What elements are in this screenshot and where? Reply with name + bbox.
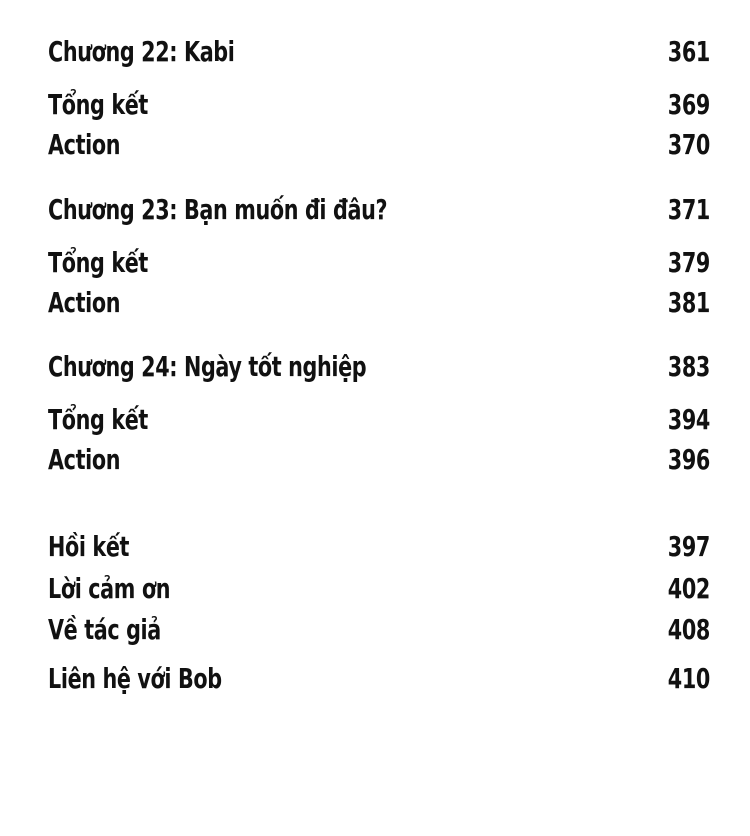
toc-entry-page: 381 [667,286,710,319]
toc-entry-page: 410 [667,662,710,695]
toc-entry-title: Tổng kết [48,88,148,121]
toc-entry [48,659,710,699]
toc-entry [48,569,710,609]
toc-entry-title: Action [48,128,121,161]
toc-entry-page: 402 [667,572,710,605]
toc-entry-page: 383 [667,350,710,383]
toc-entry-title: Chương 24: Ngày tốt nghiệp [48,350,367,383]
toc-entry [48,190,710,230]
toc-entry [48,283,710,323]
toc-entry [48,347,710,387]
toc-entry-title: Về tác giả [48,613,161,646]
toc-entry [48,527,710,567]
toc-entry [48,243,710,283]
toc-entry-title: Liên hệ với Bob [48,662,222,695]
toc-entry-title: Action [48,443,121,476]
toc-entry-page: 371 [667,193,710,226]
toc-entry-page: 394 [667,403,710,436]
toc-entry-page: 370 [667,128,710,161]
toc-entry [48,125,710,165]
toc-entry [48,400,710,440]
toc-entry [48,85,710,125]
toc-entry-title: Lời cảm ơn [48,572,171,605]
toc-entry [48,32,710,72]
toc-entry-page: 379 [667,246,710,279]
toc-entry-page: 361 [667,35,710,68]
toc-entry-page: 408 [667,613,710,646]
toc-entry-title: Tổng kết [48,403,148,436]
toc-entry [48,610,710,650]
toc-entry-title: Hồi kết [48,530,130,563]
toc-entry [48,440,710,480]
toc-entry-title: Action [48,286,121,319]
toc-entry-page: 396 [667,443,710,476]
toc-entry-title: Tổng kết [48,246,148,279]
toc-entry-page: 397 [667,530,710,563]
toc-entry-page: 369 [667,88,710,121]
toc-entry-title: Chương 23: Bạn muốn đi đâu? [48,193,388,226]
toc-entry-title: Chương 22: Kabi [48,35,235,68]
